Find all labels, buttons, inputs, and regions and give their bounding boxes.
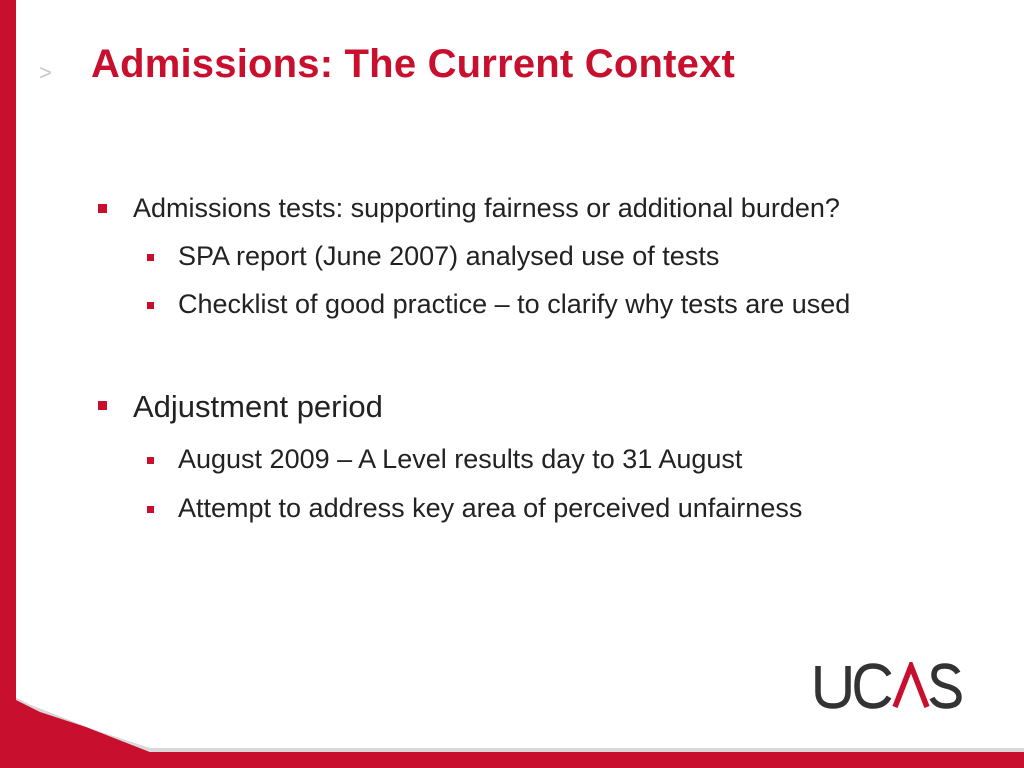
slide-title: Admissions: The Current Context	[91, 42, 736, 86]
bullet-square-icon	[147, 457, 154, 464]
logo-letter-u	[818, 666, 848, 706]
bullet-text: Admissions tests: supporting fairness or additional burden?	[133, 193, 840, 223]
bullet-text: August 2009 – A Level results day to 31 August	[178, 444, 743, 474]
logo-letter-c	[857, 666, 889, 706]
bullet-square-icon	[98, 401, 107, 410]
bullet-square-icon	[147, 254, 154, 261]
sub-bullet-august-2009	[178, 444, 742, 475]
bullet-admissions-tests	[133, 193, 840, 224]
bullet-text: Checklist of good practice – to clarify why tests are used	[178, 289, 851, 319]
sub-bullet-spa-report	[178, 241, 719, 272]
logo-letter-caret	[895, 666, 927, 707]
bullet-square-icon	[147, 506, 154, 513]
sub-bullet-attempt	[178, 493, 802, 524]
nav-chevron-icon: >	[39, 60, 52, 85]
bullet-adjustment-period	[133, 389, 383, 425]
bullet-text: SPA report (June 2007) analysed use of tests	[178, 241, 720, 271]
sub-bullet-checklist	[178, 289, 850, 320]
logo-letter-s	[932, 666, 959, 706]
ucas-logo	[815, 662, 963, 710]
bullet-square-icon	[147, 302, 154, 309]
bullet-text: Adjustment period	[133, 389, 383, 424]
bullet-text: Attempt to address key area of perceived unfairness	[178, 493, 803, 523]
bullet-square-icon	[98, 204, 107, 213]
